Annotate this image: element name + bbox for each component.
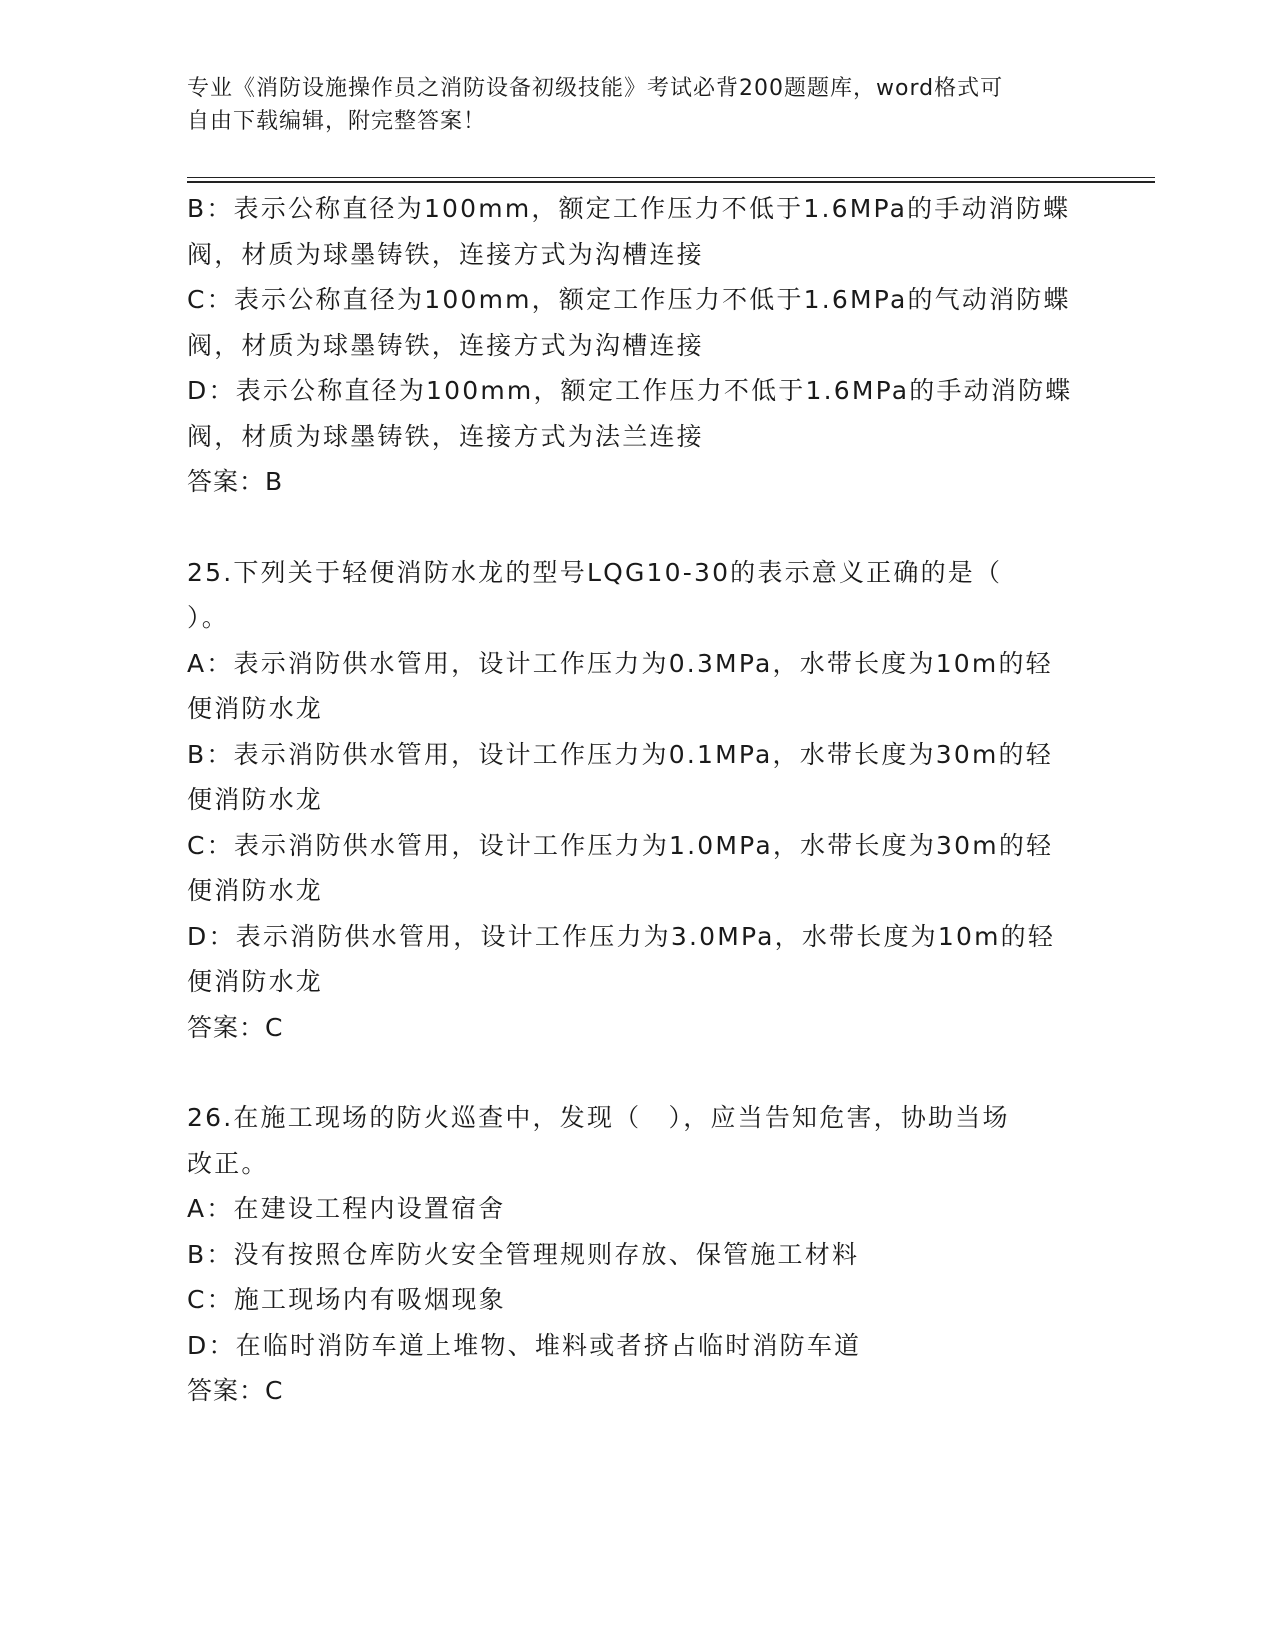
question-24-answer: 答案：B — [187, 467, 284, 496]
header-title-line-1: 专业《消防设施操作员之消防设备初级技能》考试必背200题题库，word格式可 — [187, 76, 1004, 101]
question-24-option-d — [187, 368, 1087, 459]
question-26-block — [187, 1095, 1087, 1414]
question-26-text-line-1: 26.在施工现场的防火巡查中，发现（ ），应当告知危害，协助当场 — [187, 1103, 1010, 1132]
question-26-option-d: D：在临时消防车道上堆物、堆料或者挤占临时消防车道 — [187, 1330, 862, 1360]
option-text-line-2: 阀，材质为球墨铸铁，连接方式为沟槽连接 — [187, 330, 704, 360]
question-25-answer: 答案：C — [187, 1012, 284, 1042]
option-text-line-1: C：表示消防供水管用，设计工作压力为1.0MPa，水带长度为30m的轻 — [187, 830, 1054, 860]
option-text-line-2: 便消防水龙 — [187, 694, 324, 723]
question-26-answer: 答案：C — [187, 1376, 284, 1405]
option-text-line-1: C：表示公称直径为100mm，额定工作压力不低于1.6MPa的气动消防蝶 — [187, 285, 1071, 314]
question-26-text-line-2: 改正。 — [187, 1148, 269, 1178]
question-25-text-line-2: ）。 — [187, 603, 229, 632]
question-25-text-line-1: 25.下列关于轻便消防水龙的型号LQG10-30的表示意义正确的是（ — [187, 557, 1003, 587]
option-text-line-1: D：表示消防供水管用，设计工作压力为3.0MPa，水带长度为10m的轻 — [187, 921, 1056, 951]
option-text-line-1: B：表示公称直径为100mm，额定工作压力不低于1.6MPa的手动消防蝶 — [187, 194, 1071, 223]
spacer — [187, 505, 1087, 550]
question-25-option-a — [187, 641, 1087, 732]
question-24-option-b — [187, 186, 1087, 277]
option-text-line-2: 便消防水龙 — [187, 876, 324, 905]
question-25-option-b — [187, 732, 1087, 823]
question-26-option-b: B：没有按照仓库防火安全管理规则存放、保管施工材料 — [187, 1239, 860, 1269]
question-25-option-c — [187, 823, 1087, 914]
option-text-line-1: D：表示公称直径为100mm，额定工作压力不低于1.6MPa的手动消防蝶 — [187, 376, 1073, 405]
question-26-option-a: A：在建设工程内设置宿舍 — [187, 1194, 506, 1223]
header-title-line-2: 自由下载编辑，附完整答案！ — [187, 109, 487, 134]
option-text-line-2: 便消防水龙 — [187, 967, 324, 996]
question-25-option-d — [187, 914, 1087, 1005]
spacer — [187, 1050, 1087, 1095]
question-25-block — [187, 550, 1087, 1051]
option-text-line-1: B：表示消防供水管用，设计工作压力为0.1MPa，水带长度为30m的轻 — [187, 739, 1053, 769]
page-content — [187, 186, 1087, 1414]
option-text-line-1: A：表示消防供水管用，设计工作压力为0.3MPa，水带长度为10m的轻 — [187, 648, 1053, 678]
option-text-line-2: 阀，材质为球墨铸铁，连接方式为法兰连接 — [187, 421, 704, 451]
question-24-option-c — [187, 277, 1087, 368]
option-text-line-2: 阀，材质为球墨铸铁，连接方式为沟槽连接 — [187, 239, 704, 269]
header-divider — [187, 177, 1155, 183]
question-26-option-c: C：施工现场内有吸烟现象 — [187, 1285, 506, 1314]
option-text-line-2: 便消防水龙 — [187, 785, 324, 814]
question-24-block — [187, 186, 1087, 505]
page-header — [187, 72, 1087, 138]
